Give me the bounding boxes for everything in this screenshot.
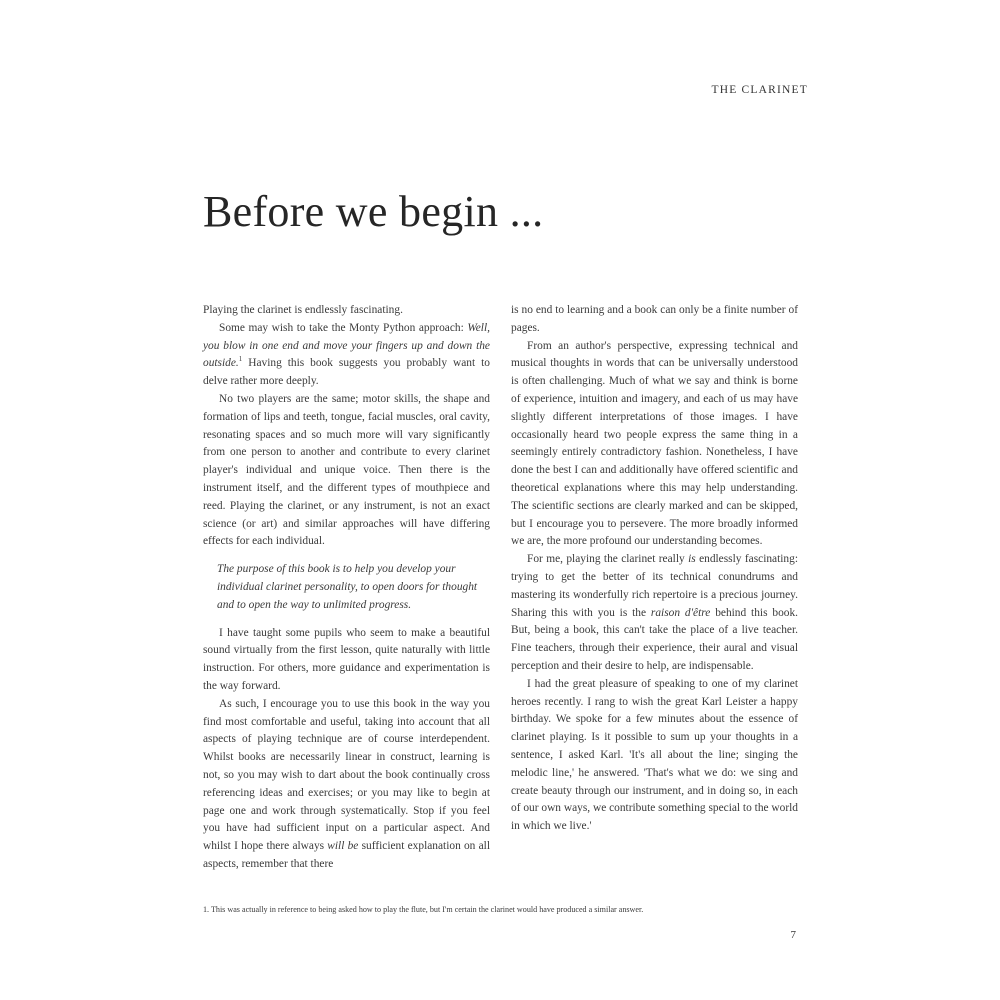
paragraph <box>511 551 798 676</box>
running-head: THE CLARINET <box>711 84 808 96</box>
text-run: For me, playing the clarinet really <box>527 553 689 566</box>
left-column <box>203 302 490 874</box>
paragraph-monty-python <box>203 320 490 391</box>
pull-quote: The purpose of this book is to help you develop your individual clarinet personality, to open doors for thought and to open the way to unlimited progress. <box>217 563 478 611</box>
paragraph-continued: is no end to learning and a book can only be a finite number of pages. <box>511 304 798 334</box>
text-run: Having this book suggests you probably want to delve rather more deeply. <box>203 357 490 388</box>
text-run: sufficient explanation on all aspects, remember that there <box>203 840 490 870</box>
chapter-title: Before we begin ... <box>203 187 544 236</box>
text-run: endlessly fascinating: trying to get the better of its technical conundrums and mastering its wonderfully rich repertoire is a precious journey. Sharing this with you is the <box>511 553 798 619</box>
paragraph <box>203 696 490 874</box>
text-run: As such, I encourage you to use this book in the way you find most comfortable and useful, taking into account that all aspects of playing technique are of course interdependent. Whilst books are necessarily linear in construct, learning is not, so you may wish to dart about the book continually cross referencing ideas and exercises; or you may like to begin at page one and work through systematically. Stop if you feel you have had sufficient input on a particular aspect. And whilst I hope there always <box>203 697 490 853</box>
footnote-ref[interactable]: 1 <box>238 355 243 364</box>
paragraph: Playing the clarinet is endlessly fascinating. <box>203 304 403 316</box>
text-run: Some may wish to take the Monty Python approach: <box>219 321 468 334</box>
paragraph: No two players are the same; motor skills, the shape and formation of lips and teeth, tongue, facial muscles, oral cavity, resonating spaces and so much more will vary significantly from one person to another and contribute to every clarinet player's individual and unique voice. Then there is the instrument itself, and the different types of mouthpiece and reed. Playing the clarinet, or any instrument, is not an exact science (or art) and similar approaches will have differing effects for each individual. <box>203 392 490 548</box>
footnote: 1. This was actually in reference to being asked how to play the flute, but I'm certain the clarinet would have produced a similar answer. <box>203 905 644 914</box>
paragraph: From an author's perspective, expressing technical and musical thoughts in words that can be universally understood is often challenging. Much of what we say and think is borne of experience, intuition and imagery, and each of us may have slightly different interpretations of those images. I have occasionally heard two people express the same thing in a seemingly entirely contradictory fashion. Nonetheless, I have done the best I can and additionally have offered scientific and theoretical explanations where this may help understanding. The scientific sections are clearly marked and can be skipped, but I encourage you to persevere. The more broadly informed we are, the more profound our understanding becomes. <box>511 339 798 548</box>
quote-text: Well, you blow in one end and move your fingers up and down the outside. <box>203 321 490 370</box>
emphasis: will be <box>327 840 359 853</box>
emphasis: raison d'être <box>650 606 711 619</box>
text-run: behind this book. But, being a book, this can't take the place of a live teacher. Fine teachers, through their experience, their aural and visual perception and their desire to help, are indispensable. <box>511 606 799 672</box>
page-number: 7 <box>790 929 796 941</box>
paragraph: I have taught some pupils who seem to make a beautiful sound virtually from the first lesson, quite naturally with little instruction. For others, more guidance and experimentation is the way forward. <box>203 626 490 692</box>
paragraph: I had the great pleasure of speaking to one of my clarinet heroes recently. I rang to wish the great Karl Leister a happy birthday. We spoke for a few minutes about the essence of clarinet playing. Is it possible to sum up your thoughts in a sentence, I asked Karl. 'It's all about the line; singing the melodic line,' he answered. 'That's what we do: we sing and create beauty through our instrument, and in doing so, in each of our own ways, we contribute something special to the world in which we live.' <box>511 677 798 833</box>
emphasis: is <box>688 553 696 566</box>
right-column <box>511 302 798 836</box>
